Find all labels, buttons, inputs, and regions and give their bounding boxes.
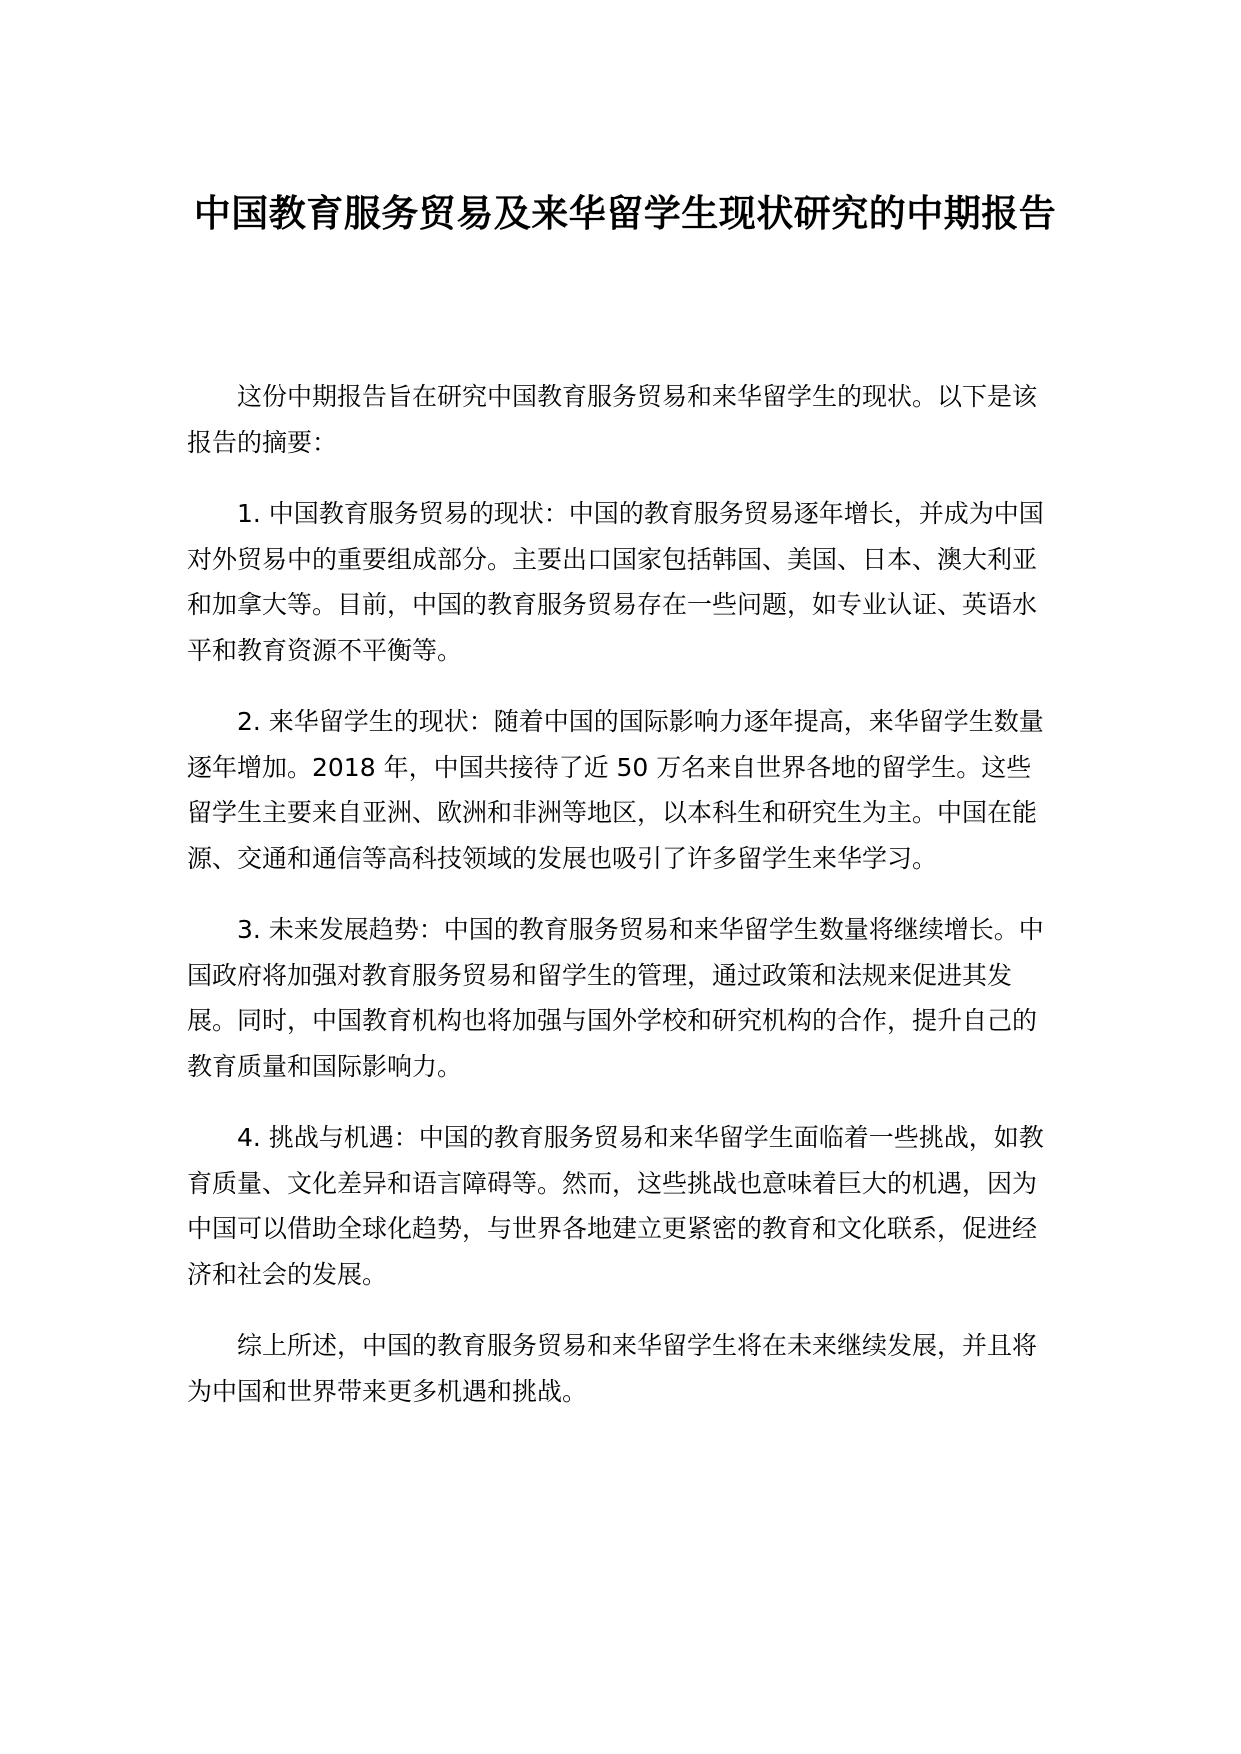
paragraph-item-4: 4. 挑战与机遇：中国的教育服务贸易和来华留学生面临着一些挑战，如教育质量、文化差异和语言障碍等。然而，这些挑战也意味着巨大的机遇，因为中国可以借助全球化趋势，与世界各地建立更紧密的教育和文化联系，促进经济和社会的发展。: [187, 1123, 1044, 1289]
paragraph-item-1: 1. 中国教育服务贸易的现状：中国的教育服务贸易逐年增长，并成为中国对外贸易中的重要组成部分。主要出口国家包括韩国、美国、日本、澳大利亚和加拿大等。目前，中国的教育服务贸易存在一些问题，如专业认证、英语水平和教育资源不平衡等。: [187, 499, 1044, 665]
paragraph-item-2: 2. 来华留学生的现状：随着中国的国际影响力逐年提高，来华留学生数量逐年增加。2018 年，中国共接待了近 50 万名来自世界各地的留学生。这些留学生主要来自亚洲、欧洲和非洲等地区，以本科生和研究生为主。中国在能源、交通和通信等高科技领域的发展也吸引了许多留学生来华学习。: [187, 707, 1044, 873]
document-body: [187, 374, 1053, 1440]
paragraph-intro: 这份中期报告旨在研究中国教育服务贸易和来华留学生的现状。以下是该报告的摘要：: [187, 382, 1038, 457]
paragraph-item-3: 3. 未来发展趋势：中国的教育服务贸易和来华留学生数量将继续增长。中国政府将加强对教育服务贸易和留学生的管理，通过政策和法规来促进其发展。同时，中国教育机构也将加强与国外学校和研究机构的合作，提升自己的教育质量和国际影响力。: [187, 915, 1044, 1081]
paragraph-conclusion: 综上所述，中国的教育服务贸易和来华留学生将在未来继续发展，并且将为中国和世界带来更多机遇和挑战。: [187, 1331, 1038, 1406]
document-title: 中国教育服务贸易及来华留学生现状研究的中期报告: [193, 192, 1057, 235]
